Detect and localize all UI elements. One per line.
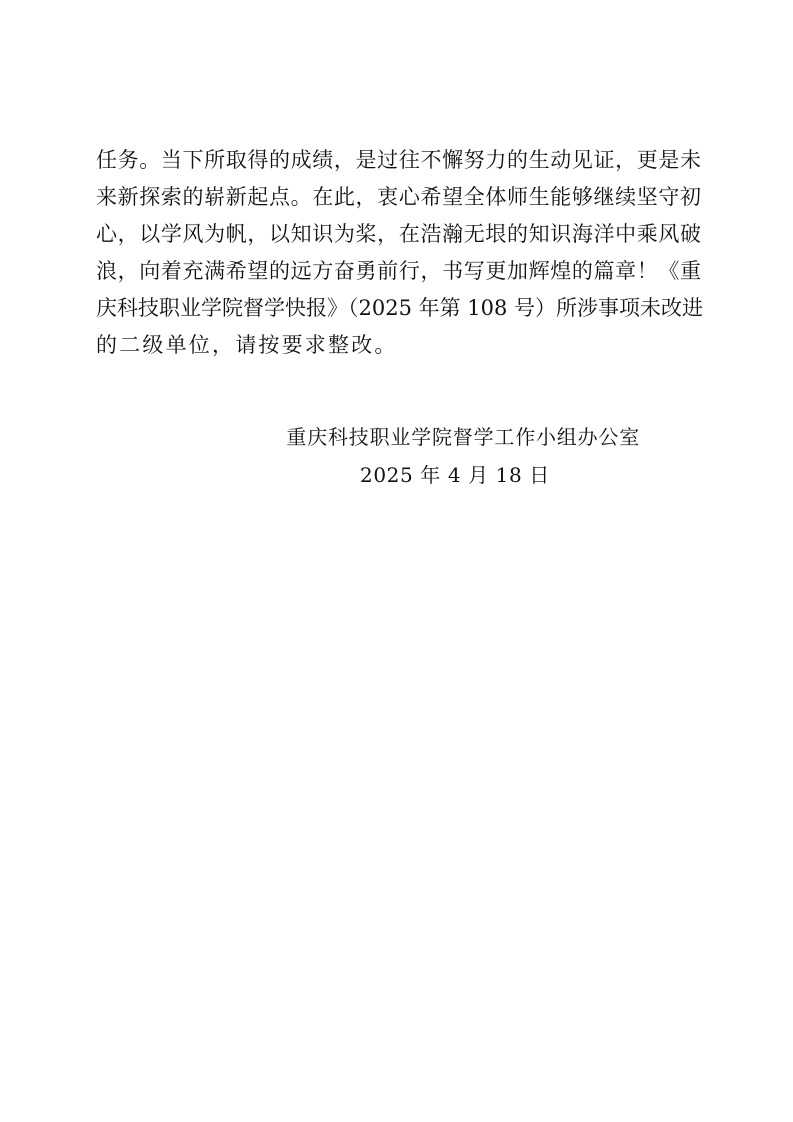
issue-date: 2025 年 4 月 18 日	[360, 463, 550, 487]
paragraph-line-4: 浪，向着充满希望的远方奋勇前行，书写更加辉煌的篇章！《重	[96, 259, 701, 283]
paragraph-line-2: 来新探索的崭新起点。在此，衷心希望全体师生能够继续坚守初	[96, 185, 701, 209]
paragraph-line-5: 庆科技职业学院督学快报》（2025 年第 108 号）所涉事项未改进	[96, 296, 704, 320]
paragraph-line-6: 的二级单位，请按要求整改。	[96, 333, 398, 357]
paragraph-line-1: 任务。当下所取得的成绩，是过往不懈努力的生动见证，更是未	[96, 148, 701, 172]
body-paragraph	[96, 142, 704, 364]
issuing-organization: 重庆科技职业学院督学工作小组办公室	[286, 425, 640, 449]
paragraph-line-3: 心，以学风为帆，以知识为桨，在浩瀚无垠的知识海洋中乘风破	[96, 222, 701, 246]
signature-block	[236, 418, 640, 494]
